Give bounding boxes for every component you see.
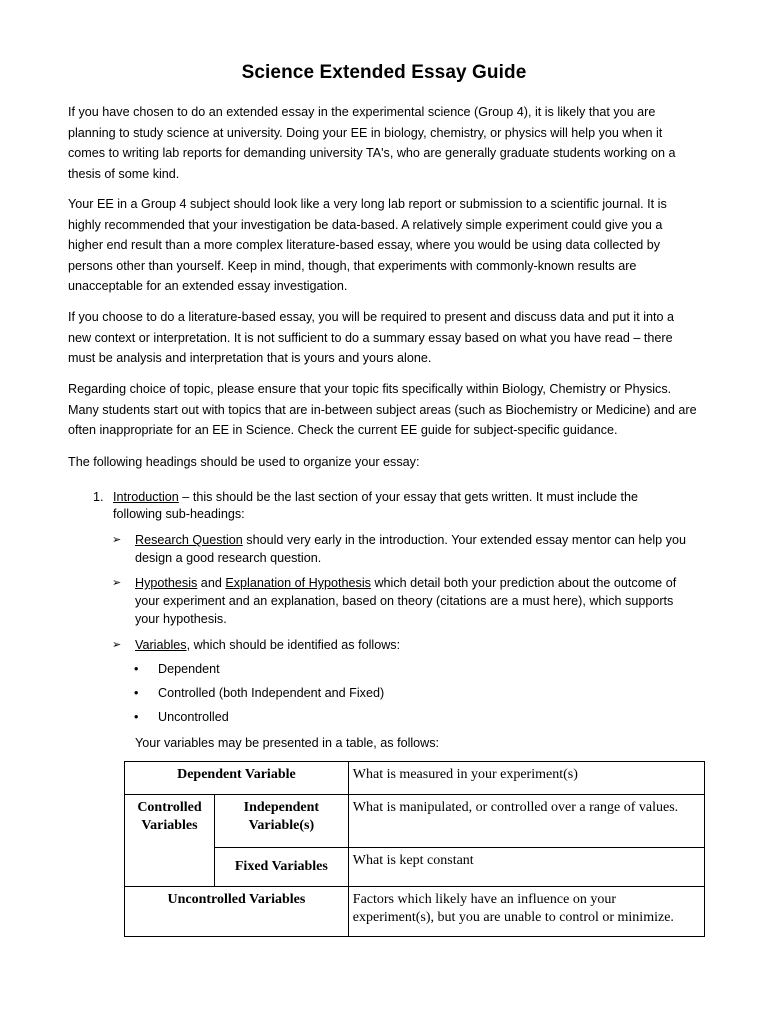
arrow-bullet-icon: ➢ xyxy=(112,534,122,546)
list-number: 1. xyxy=(93,490,104,504)
fixed-variables-desc: What is kept constant xyxy=(348,848,704,887)
explanation-heading: Explanation of Hypothesis xyxy=(225,576,371,590)
uncontrolled-variables-desc: Factors which likely have an influence on your experiment(s), but you are unable to control or minimize. xyxy=(348,887,704,937)
introduction-heading: Introduction xyxy=(113,490,179,504)
dependent-variable-label: Dependent Variable xyxy=(125,762,349,795)
table-row xyxy=(125,887,705,937)
bullet-icon: • xyxy=(134,662,139,676)
variables-heading: Variables xyxy=(135,638,187,652)
page-title: Science Extended Essay Guide xyxy=(241,62,527,83)
table-row xyxy=(125,762,705,795)
table-note: Your variables may be presented in a table, as follows: xyxy=(135,736,440,750)
arrow-bullet-icon: ➢ xyxy=(112,639,122,651)
independent-variable-label: Independent Variable(s) xyxy=(214,795,348,848)
uncontrolled-variables-label: Uncontrolled Variables xyxy=(125,887,349,937)
controlled-variables-label: Controlled Variables xyxy=(125,795,215,887)
paragraph-literature: If you choose to do a literature-based essay, you will be required to present and discuss data and put it into a new context or interpretation. It is not sufficient to do a summary essay based on what you have read – there must be analysis and interpretation that is yours and yours alone. xyxy=(68,310,675,365)
bullet-icon: • xyxy=(134,686,139,700)
paragraph-intro: If you have chosen to do an extended essay in the experimental science (Group 4), it is likely that you are planning to study science at university. Doing your EE in biology, chemistry, or physics will help you when it comes to writing lab reports for demanding university TA's, who are generally graduate students working on a thesis of some kind. xyxy=(68,105,676,181)
variables-table xyxy=(124,761,705,937)
bullet-icon: • xyxy=(134,710,139,724)
paragraph-topic: Regarding choice of topic, please ensure that your topic fits specifically within Biology, Chemistry or Physics. Many students start out with topics that are in-between subject areas (such as Biochemistry or Medicine) and are often inappropriate for an EE in Science. Check the current EE guide for subject-specific guidance. xyxy=(68,382,697,437)
table-row xyxy=(125,795,705,848)
hypothesis-heading: Hypothesis xyxy=(135,576,198,590)
research-question-heading: Research Question xyxy=(135,533,243,547)
dependent-variable-desc: What is measured in your experiment(s) xyxy=(348,762,704,795)
paragraph-headings: The following headings should be used to organize your essay: xyxy=(68,455,420,469)
paragraph-group4: Your EE in a Group 4 subject should look like a very long lab report or submission to a scientific journal. It is highly recommended that your investigation be data-based. A relatively simple experiment could give you a higher end result than a more complex literature-based essay, where you would be using data collected by persons other than yourself. Keep in mind, though, that experiments with commonly-known results are unacceptable for an extended essay investigation. xyxy=(68,197,667,293)
document-page: Science Extended Essay Guide If you have chosen to do an extended essay in the experimental science (Group 4), it is likely that you are planning to study science at university. Doing your EE in biology, chemistry, or physics will help you when it comes to writing lab reports for demanding university TA's, who are generally graduate students working on a thesis of some kind. Your EE in a Group 4 subject should look like a very long lab report or submission to a scientific journal. It is highly recommended that your investigation be data-based. A relatively simple experiment could give you a higher end result than a more complex literature-based essay, where you would be using data collected by persons other than yourself. Keep in mind, though, that experiments with commonly-known results are unacceptable for an extended essay investigation. If you choose to do a literature-based essay, you will be required to present and discuss data and put it into a new context or interpretation. It is not sufficient to do a summary essay based on what you have read – there must be analysis and interpretation that is yours and yours alone. Regarding choice of topic, please ensure that your topic fits specifically within Biology, Chemistry or Physics. Many students start out with topics that are in-between subject areas (such as Biochemistry or Medicine) and are often inappropriate for an EE in Science. Check the current EE guide for subject-specific guidance. The following headings should be used to organize your essay: 1. Introduction – this should be the last section of your essay that gets written. It must include the following sub-headings: ➢ Research Question should very early in the introduction. Your extended essay mentor can help you design a good research question. ➢ Hypothesis and Explanation of Hypothesis which detail both your prediction about the outcome of your experiment and an explanation, based on theory (citations are a must here), which supports your hypothesis. ➢ Variables, which should be identified as follows: • Dependent • Controlled (both Independent and Fixed) • Uncontrolled Your variables may be presented in a table, as follows: Dependent Variable What is measured in your experiment(s) Controlled Variables Independent Variable(s) What is manipulated, or controlled over a range of values. Fixed Variables What is kept constant Uncontrolled Variables Factors which likely have an influence on your experiment(s), but you are unable to control or minimize. xyxy=(0,0,768,1024)
independent-variable-desc: What is manipulated, or controlled over a range of values. xyxy=(348,795,704,848)
fixed-variables-label: Fixed Variables xyxy=(214,848,348,887)
arrow-bullet-icon: ➢ xyxy=(112,577,122,589)
